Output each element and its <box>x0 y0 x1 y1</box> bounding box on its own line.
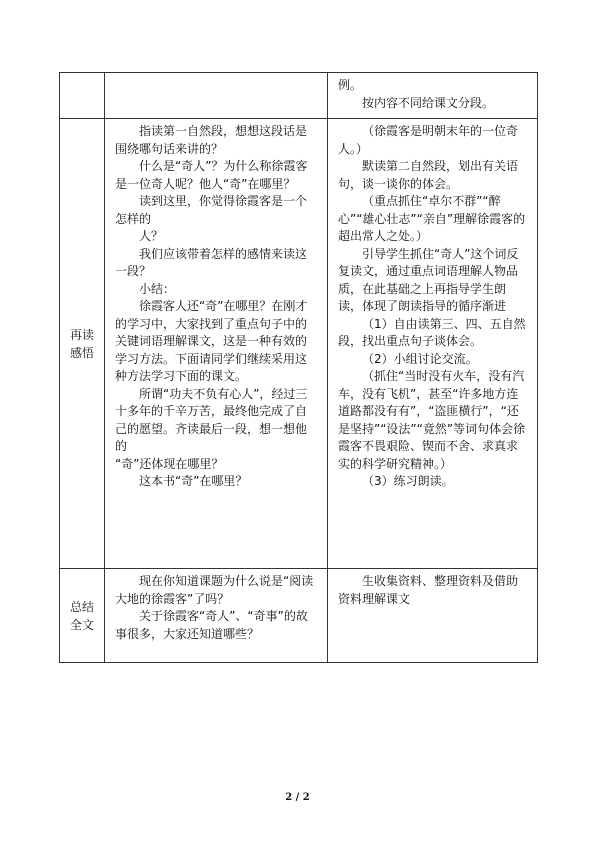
row-label-summary <box>60 569 105 663</box>
text-paragraph: 读到这里，你觉得徐霞客是一个怎样的 <box>115 194 308 226</box>
text-paragraph: 指读第一自然段，想想这段话是围绕哪句话来讲的？ <box>115 124 308 156</box>
teacher-activity-cell <box>105 73 328 119</box>
page-number: 2 / 2 <box>285 792 310 803</box>
lesson-plan-table <box>59 72 538 663</box>
text-paragraph: （3）练习朗读。 <box>362 474 454 488</box>
text-paragraph: 这本书“奇”在哪里？ <box>139 474 248 488</box>
table-row-continued <box>60 73 538 119</box>
text-paragraph: 引导学生抓住“奇人”这个词反复读文，通过重点词语理解人物品质，在此基础之上再指导学生朗读，体现了朗读指导的循序渐进 <box>338 246 519 313</box>
text-paragraph: （徐霞客是明朝末年的一位奇人。） <box>338 124 519 156</box>
row-label-reread <box>60 119 105 569</box>
text-paragraph: 生收集资料、整理资料及借助资料理解课文 <box>338 574 519 606</box>
teacher-activity-cell <box>105 569 328 663</box>
text-paragraph: 小结： <box>139 281 176 296</box>
text-paragraph: 关于徐霞客“奇人”、“奇事”的故事很多，大家还知道哪些？ <box>115 609 308 641</box>
text-paragraph: 例。 <box>338 78 363 92</box>
student-activity-cell <box>328 569 538 663</box>
text-paragraph: 默读第二自然段，划出有关语句，谈一谈你的体会。 <box>338 159 519 191</box>
row-label-empty <box>60 73 105 119</box>
text-paragraph: “奇”还体现在哪里？ <box>115 456 224 471</box>
text-paragraph: （重点抓住“卓尔不群”“醉心”“雄心壮志”“亲自”理解徐霞客的超出常人之处。） <box>338 194 526 243</box>
table-row-summary <box>60 569 538 663</box>
text-paragraph: 按内容不同给课文分段。 <box>362 95 495 110</box>
text-paragraph: 所谓“功夫不负有心人”，经过三十多年的千辛万苦，最终他完成了自己的愿望。齐读最后一段，想一想他的 <box>115 386 308 453</box>
text-paragraph: 人？ <box>139 229 164 243</box>
text-paragraph: （1）自由读第三、四、五自然段，找出重点句子谈体会。 <box>338 316 526 348</box>
student-activity-cell <box>328 119 538 569</box>
row-label-text: 再读感悟 <box>70 327 95 360</box>
text-paragraph: （抓住“当时没有火车，没有汽车，没有飞机”，甚至“许多地方连道路都没有有”，“盗匪横行”，“还是坚持”“设法”“竟然”等词句体会徐霞客不畏艰险、锲而不舍、求真求实的科学研究精神。） <box>338 369 526 471</box>
row-label-text: 总结全文 <box>70 599 95 632</box>
table-row-reread <box>60 119 538 569</box>
student-activity-cell <box>328 73 538 119</box>
text-paragraph: 我们应该带着怎样的感情来读这一段？ <box>115 246 308 278</box>
text-paragraph: 什么是“奇人”？为什么称徐霞客是一位奇人呢？他人“奇”在哪里？ <box>115 159 308 191</box>
text-paragraph: 现在你知道课题为什么说是“阅读大地的徐霞客”了吗？ <box>115 574 314 606</box>
text-paragraph: （2）小组讨论交流。 <box>362 351 478 366</box>
text-paragraph: 徐霞客人还“奇”在哪里？在刚才的学习中，大家找到了重点句子中的关键词语理解课文，这是一种有效的学习方法。下面请同学们继续采用这种方法学习下面的课文。 <box>115 299 308 383</box>
teacher-activity-cell <box>105 119 328 569</box>
